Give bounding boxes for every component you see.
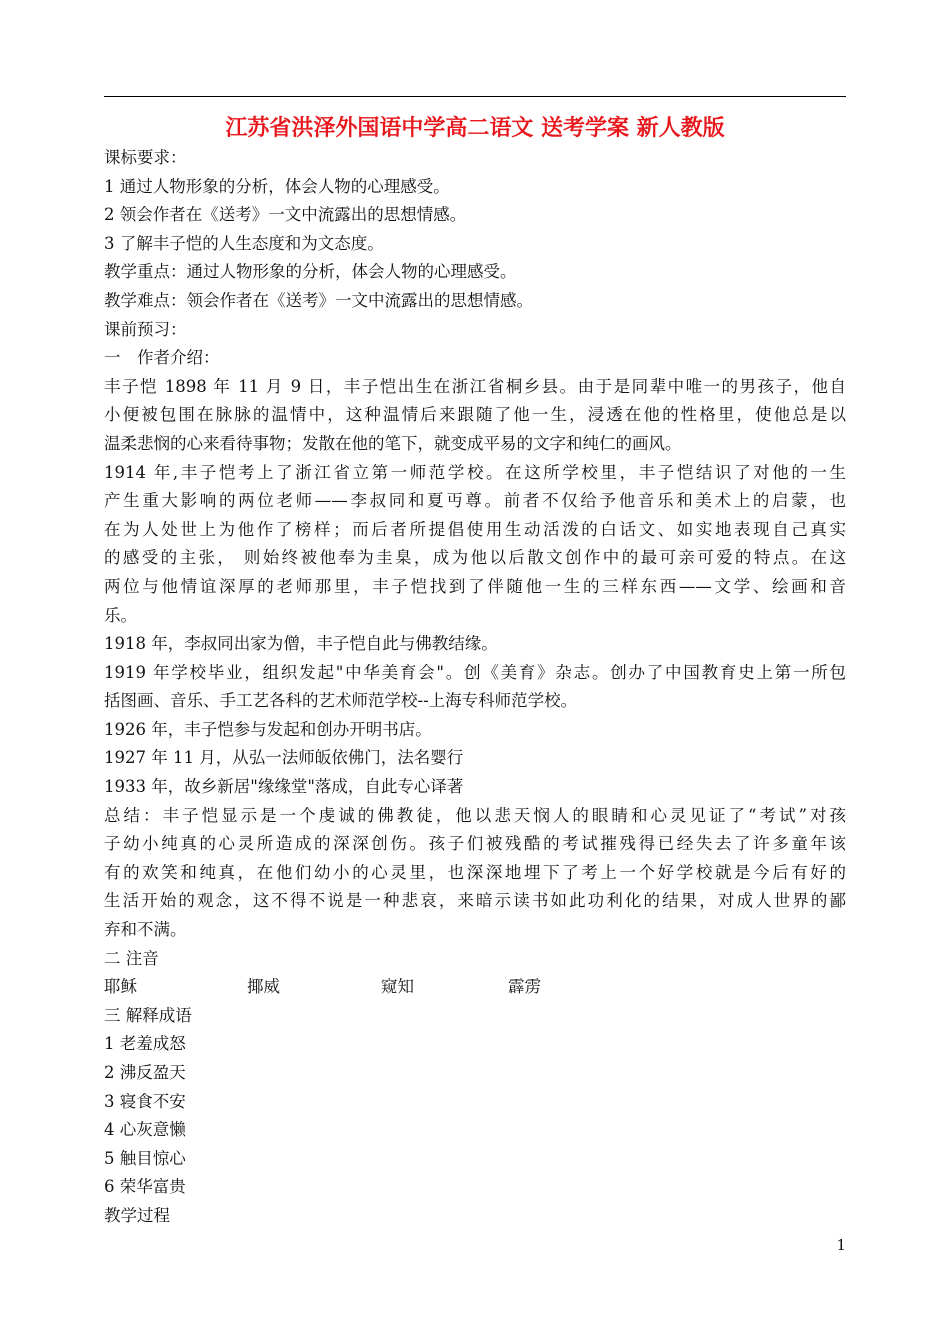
header-rule bbox=[104, 96, 846, 97]
pinyin-word: 霹雳 bbox=[508, 977, 541, 997]
timeline-1918: 1918 年，李叔同出家为僧，丰子恺自此与佛教结缘。 bbox=[104, 634, 498, 654]
key-point: 教学重点：通过人物形象的分析，体会人物的心理感受。 bbox=[104, 262, 517, 282]
timeline-1933: 1933 年，故乡新居"缘缘堂"落成，自此专心译著 bbox=[104, 777, 464, 797]
timeline-1927: 1927 年 11 月，从弘一法师皈依佛门，法名婴行 bbox=[104, 748, 464, 768]
timeline-1926: 1926 年，丰子恺参与发起和创办开明书店。 bbox=[104, 719, 432, 739]
summary-line: 有的欢笑和纯真，在他们幼小的心灵里，也深深地埋下了考上一个好学校就是今后有好的 bbox=[104, 862, 846, 882]
idiom-item: 6 荣华富贵 bbox=[104, 1177, 186, 1197]
bio-line: 温柔悲悯的心来看待事物；发散在他的笔下，就变成平易的文字和纯仁的画风。 bbox=[104, 433, 682, 453]
bio-line: 小便被包围在脉脉的温情中，这种温情后来跟随了他一生，浸透在他的性格里，使他总是以 bbox=[104, 405, 846, 425]
bio-line: 的感受的主张， 则始终被他奉为圭臬，成为他以后散文创作中的最可亲可爱的特点。在这 bbox=[104, 548, 846, 568]
bio-line: 乐。 bbox=[104, 605, 137, 625]
timeline-1919: 1919 年学校毕业，组织发起"中华美育会"。创《美育》杂志。创办了中国教育史上第一所包 bbox=[104, 662, 846, 682]
summary-line: 生活开始的观念，这不得不说是一种悲哀，来暗示读书如此功利化的结果，对成人世界的鄙 bbox=[104, 891, 846, 911]
pinyin-word: 窥知 bbox=[381, 977, 414, 997]
bio-line: 两位与他情谊深厚的老师那里，丰子恺找到了伴随他一生的三样东西——文学、绘画和音 bbox=[104, 576, 846, 596]
idiom-item: 2 沸反盈天 bbox=[104, 1063, 186, 1082]
summary-line: 弃和不满。 bbox=[104, 920, 187, 940]
process-heading: 教学过程 bbox=[104, 1205, 170, 1225]
curriculum-item-3: 3 了解丰子恺的人生态度和为文态度。 bbox=[104, 233, 384, 253]
page-number: 1 bbox=[836, 1236, 846, 1254]
pinyin-heading: 二 注音 bbox=[104, 948, 159, 968]
summary-line: 子幼小纯真的心灵所造成的深深创伤。孩子们被残酷的考试摧残得已经失去了许多童年该 bbox=[104, 834, 846, 854]
summary-line: 总结：丰子恺显示是一个虔诚的佛教徒，他以悲天悯人的眼睛和心灵见证了“考试”对孩 bbox=[104, 805, 846, 825]
preview-heading: 课前预习： bbox=[104, 319, 187, 339]
pinyin-words bbox=[104, 973, 846, 1002]
idiom-item: 4 心灰意懒 bbox=[104, 1120, 186, 1140]
curriculum-heading: 课标要求： bbox=[104, 148, 187, 167]
document-title: 江苏省洪泽外国语中学高二语文 送考学案 新人教版 bbox=[225, 116, 725, 141]
bio-line: 丰子恺 1898 年 11 月 9 日，丰子恺出生在浙江省桐乡县。由于是同辈中唯一的男孩子，他自 bbox=[104, 376, 846, 396]
idiom-item: 5 触目惊心 bbox=[104, 1148, 186, 1168]
idiom-item: 3 寝食不安 bbox=[104, 1091, 186, 1111]
author-heading: 一 作者介绍： bbox=[104, 348, 220, 368]
document-body bbox=[104, 144, 846, 1231]
curriculum-item-1: 1 通过人物形象的分析，体会人物的心理感受。 bbox=[104, 176, 450, 196]
idiom-heading: 三 解释成语 bbox=[104, 1005, 192, 1025]
curriculum-item-2: 2 领会作者在《送考》一文中流露出的思想情感。 bbox=[104, 205, 467, 225]
idiom-item: 1 老羞成怒 bbox=[104, 1034, 186, 1054]
bio-line: 产生重大影响的两位老师——李叔同和夏丏尊。前者不仅给予他音乐和美术上的启蒙，也 bbox=[104, 491, 846, 511]
pinyin-word: 揶威 bbox=[247, 977, 280, 997]
difficult-point: 教学难点：领会作者在《送考》一文中流露出的思想情感。 bbox=[104, 290, 533, 310]
bio-line: 在为人处世上为他作了榜样；而后者所提倡使用生动活泼的白话文、如实地表现自己真实 bbox=[104, 519, 846, 539]
pinyin-word: 耶稣 bbox=[104, 977, 137, 997]
bio-line: 1914 年,丰子恺考上了浙江省立第一师范学校。在这所学校里，丰子恺结识了对他的一生 bbox=[104, 462, 846, 482]
timeline-1919-cont: 括图画、音乐、手工艺各科的艺术师范学校--上海专科师范学校。 bbox=[104, 691, 578, 711]
